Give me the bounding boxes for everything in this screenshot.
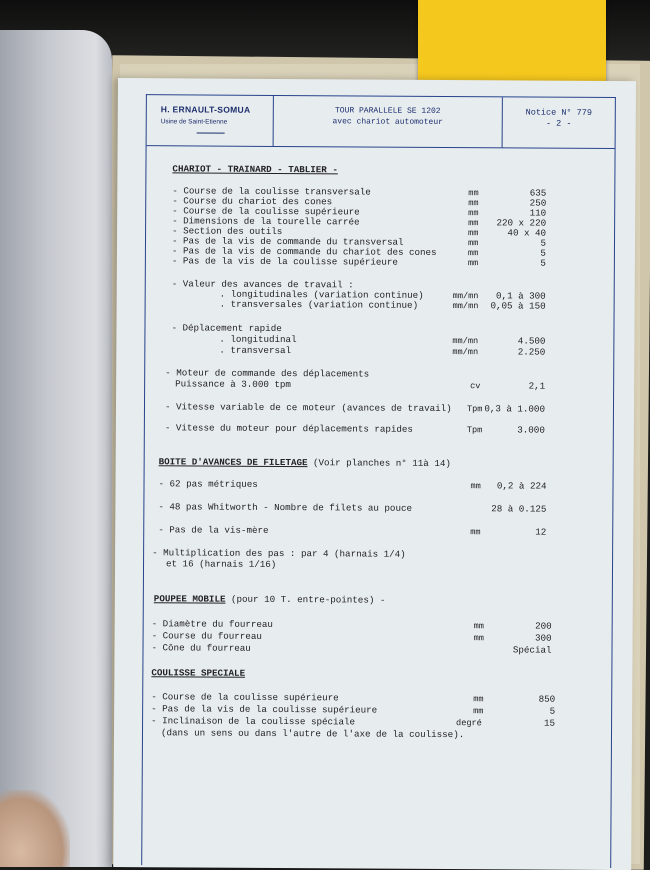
spec-value: 0,2 à 224 [496, 480, 547, 492]
spec-label: - Course de la coulisse transversale [172, 185, 371, 198]
spec-label: - Course de la coulisse supérieure [172, 205, 360, 218]
hand [0, 790, 70, 867]
spec-label: - Course du chariot des cones [172, 195, 333, 208]
spec-unit: mm [473, 706, 484, 717]
spec-label: - Vitesse variable de ce moteur (avances de travail) [164, 401, 452, 415]
spec-value: 5 [540, 257, 546, 269]
document-page [113, 78, 636, 870]
multiplication-label-2: et 16 (harnais 1/16) [165, 558, 277, 570]
multiplication-label: - Multiplication des pas : par 4 (harnais 1/4) [152, 547, 406, 560]
spec-value: 12 [535, 526, 547, 538]
spec-unit: Tpm [466, 425, 483, 436]
spec-unit: mm [468, 188, 479, 199]
spec-value: 220 x 220 [496, 217, 547, 229]
spec-value: 5 [549, 705, 556, 717]
spec-value: 300 [535, 632, 552, 644]
page-number: - 2 - [545, 118, 572, 129]
spec-value: 3.000 [517, 424, 545, 436]
spec-unit: mm [467, 238, 479, 249]
spec-label: - Course du fourreau [151, 630, 262, 642]
section-heading-boite-title: BOITE D'AVANCES DE FILETAGE [158, 456, 308, 469]
spec-label: - Course de la coulisse supérieure [151, 691, 339, 704]
factory-name: Usine de Saint-Etienne [160, 118, 228, 126]
spec-value: Spécial [512, 644, 552, 656]
rapid-title: - Déplacement rapide [171, 322, 282, 335]
spec-unit: degré [456, 718, 482, 729]
spec-label: - 62 pas métriques [158, 478, 258, 490]
spec-value: 2.250 [517, 346, 546, 358]
spec-unit: mm/mn [452, 347, 479, 358]
spec-unit: mm [473, 633, 484, 644]
title-cell [274, 96, 503, 147]
spec-unit: mm [467, 258, 479, 269]
spec-label: - Vitesse du moteur pour déplacements rapides [164, 422, 414, 435]
spec-label: - Cône du fourreau [151, 642, 251, 654]
section-heading-poupee [154, 594, 386, 605]
document-header [147, 95, 615, 149]
spec-unit: mm/mn [452, 301, 479, 312]
motor-label: - Moteur de commande des déplacements [165, 367, 370, 380]
company-cell [147, 95, 274, 146]
left-page [0, 30, 112, 867]
spec-value: 40 x 40 [507, 227, 547, 239]
spec-value: 15 [544, 717, 556, 729]
spec-label: - Pas de la vis de la coulisse supérieure [171, 255, 398, 268]
spec-value: 2,1 [528, 380, 546, 392]
spec-unit: Tpm [466, 404, 483, 415]
spec-label: . longitudinal [219, 333, 297, 346]
spec-label: - Pas de la vis-mère [158, 524, 269, 536]
notice-cell [503, 97, 615, 148]
spec-unit: mm [468, 198, 479, 209]
spec-unit: mm/mn [452, 291, 479, 302]
feeds-title: - Valeur des avances de travail : [171, 278, 354, 291]
spec-value: 0,3 à 1.000 [484, 403, 546, 415]
spec-value: 5 [540, 237, 547, 249]
company-name: H. ERNAULT-SOMUA [160, 104, 251, 115]
spec-label: - Section des outils [172, 225, 283, 238]
spec-label: - Dimensions de la tourelle carrée [172, 215, 360, 228]
spec-value: 28 à 0.125 [491, 503, 547, 515]
coulisse-note: (dans un sens ou dans l'autre de l'axe de la coulisse). [160, 727, 465, 741]
machine-title: TOUR PARALLELE SE 1202 [334, 106, 441, 116]
spec-label: . longitudinales (variation continue) [219, 288, 424, 301]
spec-value: 110 [529, 207, 547, 219]
section-heading-boite [159, 457, 451, 469]
spec-value: 0,1 à 300 [496, 290, 546, 302]
motor-power-label: Puissance à 3.000 tpm [175, 378, 291, 391]
spec-value: 5 [540, 247, 546, 259]
section-heading-coulisse: COULISSE SPECIALE [151, 667, 246, 679]
section-heading-poupee-title: POUPEE MOBILE [153, 593, 226, 605]
spec-unit: mm [470, 481, 481, 492]
spec-value: 250 [529, 197, 547, 209]
spec-unit: cv [470, 381, 481, 392]
spec-label: - Pas de la vis de la coulisse supérieure [151, 703, 378, 716]
spec-unit: mm [468, 208, 479, 219]
spec-unit: mm [467, 248, 479, 259]
header-rule [197, 132, 225, 133]
spec-label: - Pas de la vis de commande du transversal [171, 235, 404, 248]
spec-unit: mm [468, 228, 479, 239]
document-frame [141, 94, 616, 868]
spec-unit: mm [468, 218, 479, 229]
spec-value: 200 [535, 620, 552, 632]
spec-label: . transversal [219, 344, 292, 357]
spec-value: 635 [529, 187, 547, 199]
section-heading-poupee-note: (pour 10 T. entre-pointes) - [230, 593, 386, 606]
spec-unit: mm/mn [452, 336, 479, 347]
machine-subtitle: avec chariot automoteur [332, 117, 443, 127]
spec-label: - Inclinaison de la coulisse spéciale [151, 715, 356, 728]
section-heading-boite-note: (Voir planches n° 11à 14) [313, 457, 451, 470]
spec-value: 4.500 [517, 335, 546, 347]
spec-value: 850 [538, 693, 556, 705]
spec-label: - Pas de la vis de commande du chariot des cones [171, 245, 437, 258]
spec-unit: mm [473, 694, 484, 705]
spec-unit: mm [473, 621, 485, 632]
notice-number: Notice N° 779 [525, 107, 592, 118]
spec-label: - 48 pas Whitworth - Nombre de filets au pouce [158, 501, 413, 514]
section-heading-chariot: CHARIOT - TRAINARD - TABLIER - [172, 163, 338, 176]
spec-unit: mm [470, 527, 481, 538]
spec-label: - Diamètre du fourreau [151, 618, 273, 630]
spec-value: 0,05 à 150 [490, 300, 546, 312]
sticky-note [418, 0, 606, 86]
spec-label: . transversales (variation continue) [219, 298, 419, 311]
